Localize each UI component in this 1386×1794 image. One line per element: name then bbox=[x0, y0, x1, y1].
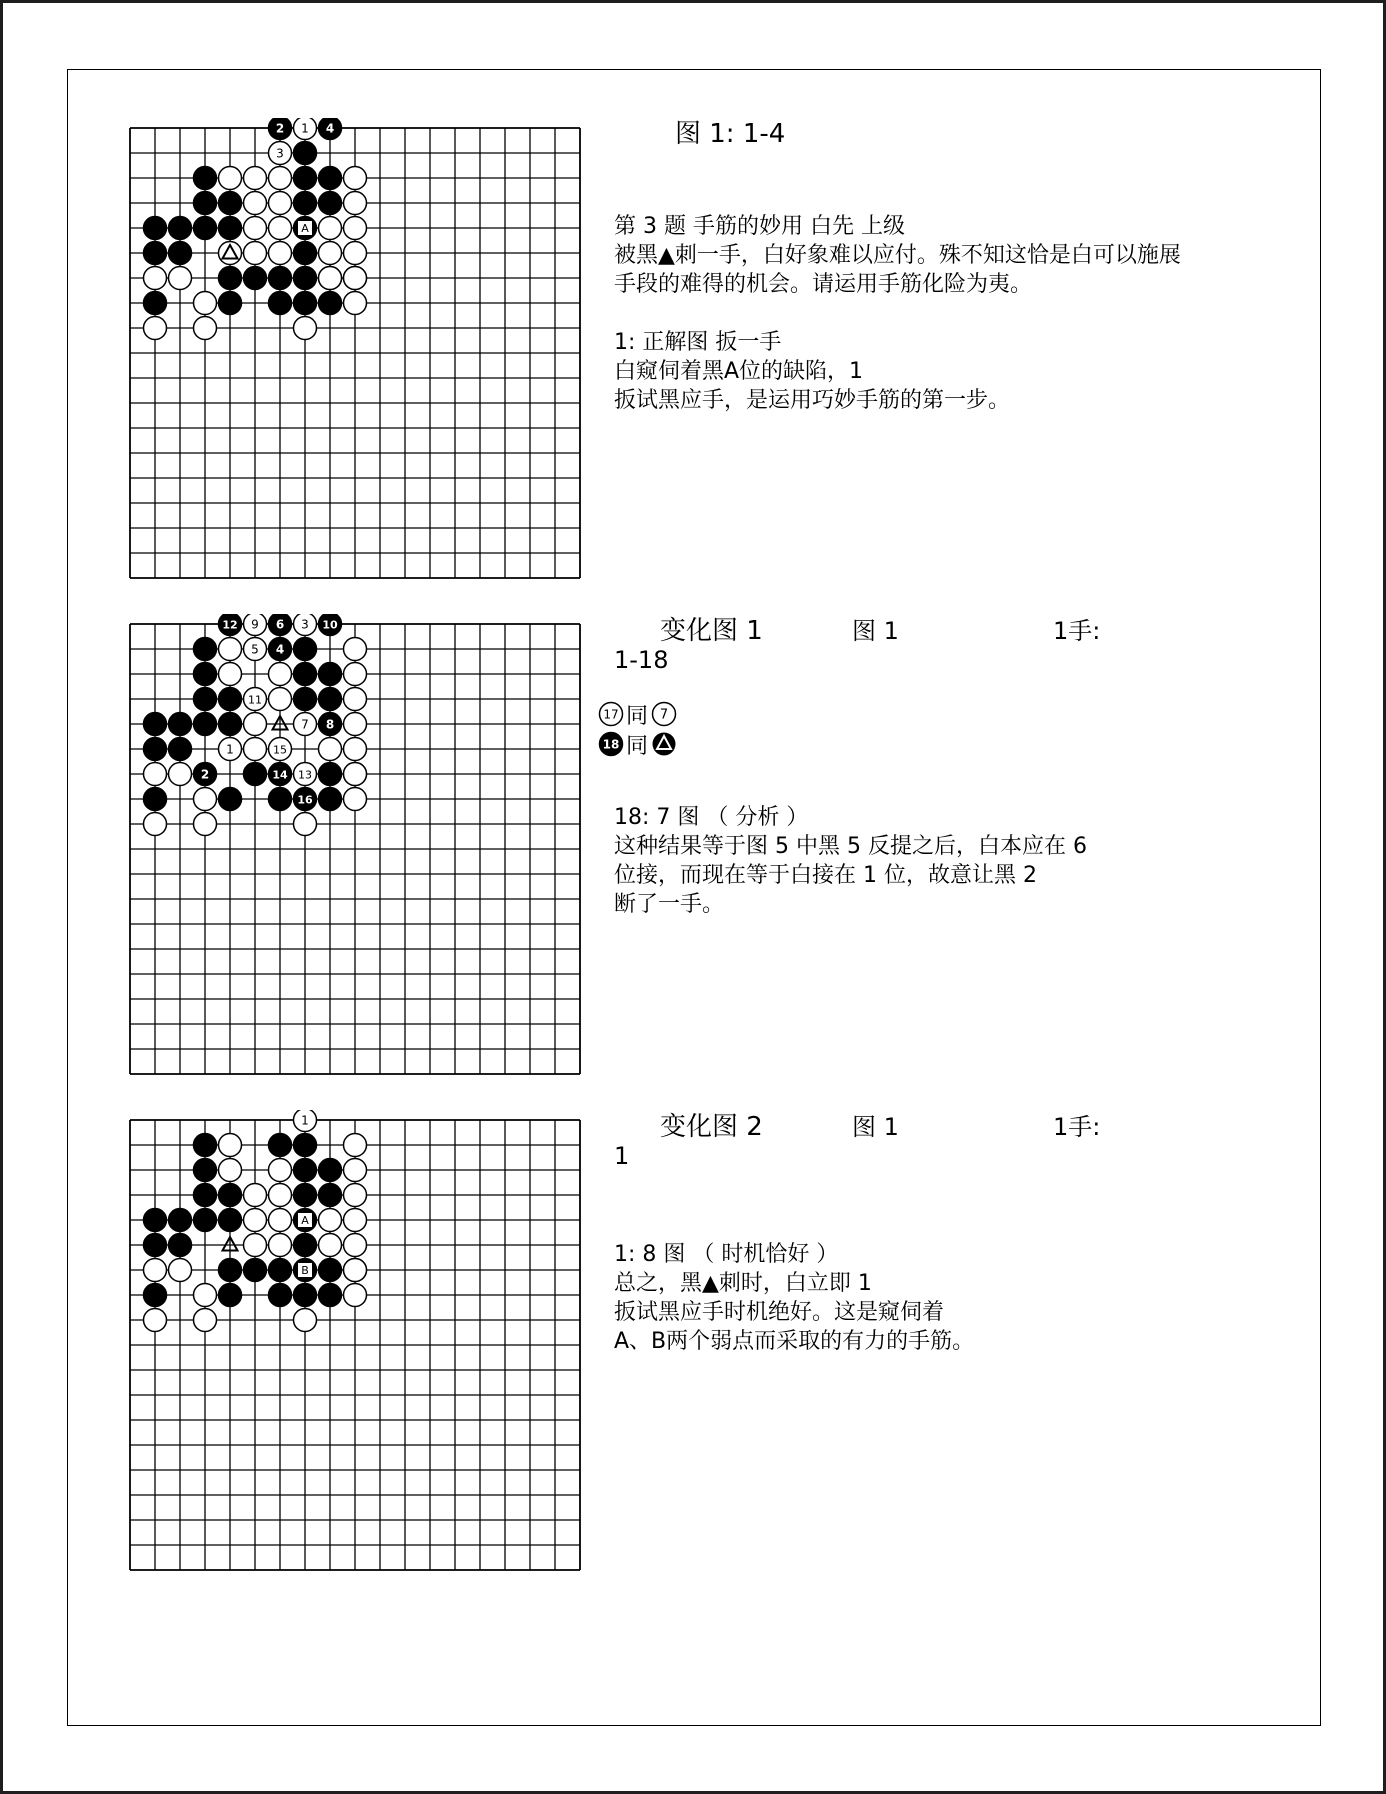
white-stone bbox=[244, 1234, 267, 1257]
black-stone bbox=[194, 688, 217, 711]
black-stone bbox=[144, 242, 167, 265]
diagram-1-text-line: 1: 正解图 扳一手 bbox=[614, 330, 782, 355]
diagram-1-title: 图 1: 1-4 bbox=[675, 119, 786, 149]
white-stone bbox=[344, 1159, 367, 1182]
white-stone bbox=[319, 217, 342, 240]
move-number-label: 1 bbox=[226, 742, 234, 757]
white-stone bbox=[344, 192, 367, 215]
black-stone bbox=[269, 1284, 292, 1307]
move-number-label: 8 bbox=[325, 717, 335, 732]
black-stone bbox=[269, 267, 292, 290]
white-stone bbox=[244, 1209, 267, 1232]
black-stone bbox=[294, 1184, 317, 1207]
black-stone bbox=[144, 292, 167, 315]
white-stone bbox=[344, 1234, 367, 1257]
black-stone bbox=[194, 192, 217, 215]
black-stone bbox=[169, 713, 192, 736]
black-stone bbox=[219, 1259, 242, 1282]
black-stone bbox=[294, 267, 317, 290]
diagram-2-text-line: 断了一手。 bbox=[614, 892, 725, 917]
black-stone bbox=[194, 1184, 217, 1207]
black-stone bbox=[144, 1209, 167, 1232]
black-stone bbox=[269, 1134, 292, 1157]
move-number-label: 2 bbox=[275, 121, 285, 136]
white-stone bbox=[169, 763, 192, 786]
move-7-white-stone-ref bbox=[650, 701, 678, 727]
equivalence-note-17 bbox=[598, 700, 678, 728]
svg-text:7: 7 bbox=[659, 707, 669, 723]
black-stone bbox=[319, 1284, 342, 1307]
black-stone bbox=[294, 1159, 317, 1182]
black-stone bbox=[144, 1284, 167, 1307]
black-stone bbox=[269, 292, 292, 315]
diagram-1-text-line: 扳试黑应手，是运用巧妙手筋的第一步。 bbox=[614, 388, 1011, 413]
black-stone bbox=[194, 713, 217, 736]
move-number-label: 14 bbox=[272, 768, 288, 782]
black-stone bbox=[219, 267, 242, 290]
white-stone bbox=[319, 1209, 342, 1232]
white-stone bbox=[244, 217, 267, 240]
white-stone bbox=[219, 1159, 242, 1182]
black-stone bbox=[294, 242, 317, 265]
black-stone bbox=[294, 142, 317, 165]
black-stone bbox=[294, 1134, 317, 1157]
white-stone bbox=[194, 788, 217, 811]
white-stone bbox=[344, 292, 367, 315]
black-stone bbox=[194, 1209, 217, 1232]
white-stone bbox=[344, 638, 367, 661]
black-stone bbox=[169, 1209, 192, 1232]
black-stone bbox=[244, 763, 267, 786]
white-stone bbox=[319, 267, 342, 290]
white-stone bbox=[269, 167, 292, 190]
white-stone bbox=[269, 663, 292, 686]
black-stone bbox=[219, 217, 242, 240]
black-stone bbox=[294, 663, 317, 686]
black-stone bbox=[219, 713, 242, 736]
move-number-label: 10 bbox=[322, 618, 338, 632]
black-stone bbox=[219, 788, 242, 811]
move-number-label: 13 bbox=[298, 768, 312, 782]
black-stone bbox=[169, 738, 192, 761]
white-stone bbox=[319, 738, 342, 761]
black-stone bbox=[219, 1184, 242, 1207]
black-stone bbox=[219, 688, 242, 711]
black-stone bbox=[319, 1184, 342, 1207]
black-stone bbox=[319, 167, 342, 190]
svg-text:17: 17 bbox=[603, 707, 619, 722]
white-stone bbox=[344, 713, 367, 736]
white-stone bbox=[344, 1209, 367, 1232]
diagram-3-text-line: 扳试黑应手时机绝好。这是窥伺着 bbox=[614, 1300, 945, 1325]
diagram-3-moves-label: 1手: bbox=[1053, 1113, 1101, 1141]
same-as-label: 同 bbox=[626, 703, 649, 729]
black-stone bbox=[319, 788, 342, 811]
white-stone bbox=[144, 267, 167, 290]
white-stone bbox=[269, 1159, 292, 1182]
equivalence-note-18 bbox=[598, 730, 678, 758]
white-stone bbox=[344, 763, 367, 786]
black-stone bbox=[269, 788, 292, 811]
white-stone bbox=[294, 813, 317, 836]
white-stone bbox=[144, 813, 167, 836]
move-number-label: 4 bbox=[275, 642, 285, 657]
black-stone bbox=[219, 1284, 242, 1307]
black-stone bbox=[194, 638, 217, 661]
black-stone bbox=[144, 217, 167, 240]
white-stone bbox=[169, 267, 192, 290]
black-stone bbox=[294, 167, 317, 190]
white-stone bbox=[344, 738, 367, 761]
black-stone bbox=[319, 292, 342, 315]
black-stone bbox=[219, 1209, 242, 1232]
white-stone bbox=[244, 1184, 267, 1207]
black-stone bbox=[319, 1259, 342, 1282]
white-stone bbox=[344, 663, 367, 686]
black-stone bbox=[144, 738, 167, 761]
same-as-label: 同 bbox=[626, 733, 649, 759]
diagram-2-range: 1-18 bbox=[614, 646, 669, 674]
white-stone bbox=[269, 242, 292, 265]
diagram-2-text-line: 18: 7 图 （ 分析 ） bbox=[614, 805, 809, 830]
diagram-2-moves-label: 1手: bbox=[1053, 617, 1101, 645]
go-board-diagram-2 bbox=[118, 614, 590, 1084]
white-stone bbox=[319, 1234, 342, 1257]
diagram-2-text-line: 这种结果等于图 5 中黑 5 反提之后，白本应在 6 bbox=[614, 834, 1087, 859]
black-stone bbox=[244, 1259, 267, 1282]
white-stone bbox=[269, 192, 292, 215]
go-board-diagram-1 bbox=[118, 118, 590, 588]
white-stone bbox=[244, 167, 267, 190]
black-stone bbox=[294, 688, 317, 711]
diagram-3-text-line: 1: 8 图 （ 时机恰好 ） bbox=[614, 1242, 839, 1267]
diagram-3-text-line: A、B两个弱点而采取的有力的手筋。 bbox=[614, 1329, 975, 1354]
white-stone bbox=[344, 217, 367, 240]
white-stone bbox=[344, 1284, 367, 1307]
move-number-label: 1 bbox=[301, 121, 309, 136]
white-stone bbox=[194, 1284, 217, 1307]
move-17-white-stone bbox=[598, 701, 624, 727]
white-stone bbox=[344, 242, 367, 265]
move-number-label: 7 bbox=[301, 717, 309, 732]
move-number-label: 15 bbox=[273, 743, 287, 757]
black-stone bbox=[194, 167, 217, 190]
white-stone bbox=[344, 688, 367, 711]
white-stone bbox=[344, 267, 367, 290]
black-stone bbox=[144, 1234, 167, 1257]
black-stone bbox=[144, 788, 167, 811]
white-stone bbox=[269, 217, 292, 240]
black-stone bbox=[294, 292, 317, 315]
move-number-label: 11 bbox=[248, 693, 262, 707]
black-stone bbox=[194, 1159, 217, 1182]
white-stone bbox=[144, 763, 167, 786]
white-stone bbox=[144, 1259, 167, 1282]
black-stone bbox=[319, 192, 342, 215]
white-stone bbox=[169, 1259, 192, 1282]
diagram-3-text-line: 总之，黑▲刺时，白立即 1 bbox=[614, 1271, 872, 1296]
white-stone bbox=[219, 1134, 242, 1157]
white-stone bbox=[194, 1309, 217, 1332]
white-stone bbox=[344, 1259, 367, 1282]
white-stone bbox=[194, 317, 217, 340]
black-stone bbox=[319, 763, 342, 786]
black-stone bbox=[294, 1284, 317, 1307]
diagram-2-title: 变化图 1 bbox=[660, 616, 763, 646]
point-letter-label: A bbox=[301, 1214, 309, 1227]
white-stone bbox=[219, 167, 242, 190]
move-18-black-stone bbox=[598, 731, 624, 757]
diagram-3-range: 1 bbox=[614, 1142, 630, 1170]
point-letter-label: A bbox=[301, 222, 309, 235]
white-stone bbox=[269, 1184, 292, 1207]
black-stone bbox=[269, 1259, 292, 1282]
black-stone bbox=[144, 713, 167, 736]
white-stone bbox=[269, 688, 292, 711]
white-stone bbox=[319, 242, 342, 265]
black-stone bbox=[219, 292, 242, 315]
move-number-label: 3 bbox=[301, 617, 309, 632]
white-stone bbox=[219, 638, 242, 661]
black-stone bbox=[319, 663, 342, 686]
black-stone bbox=[294, 638, 317, 661]
move-number-label: 2 bbox=[200, 767, 210, 782]
white-stone bbox=[219, 663, 242, 686]
white-stone bbox=[144, 1309, 167, 1332]
white-stone bbox=[194, 813, 217, 836]
white-stone bbox=[244, 738, 267, 761]
problem-statement: 第 3 题 手筋的妙用 白先 上级 bbox=[614, 214, 905, 239]
move-number-label: 4 bbox=[325, 121, 335, 136]
black-stone bbox=[194, 663, 217, 686]
white-stone bbox=[294, 317, 317, 340]
black-stone bbox=[194, 217, 217, 240]
move-number-label: 1 bbox=[301, 1113, 309, 1128]
black-stone bbox=[169, 217, 192, 240]
diagram-1-text-line: 手段的难得的机会。请运用手筋化险为夷。 bbox=[614, 272, 1033, 297]
black-stone bbox=[169, 242, 192, 265]
diagram-3-figure: 图 1 bbox=[852, 1113, 899, 1141]
diagram-1-text-line: 被黑▲刺一手，白好象难以应付。殊不知这恰是白可以施展 bbox=[614, 243, 1181, 268]
move-number-label: 3 bbox=[276, 146, 284, 161]
diagram-2-text-line: 位接，而现在等于白接在 1 位，故意让黑 2 bbox=[614, 863, 1037, 888]
black-stone bbox=[194, 1134, 217, 1157]
white-stone bbox=[294, 1309, 317, 1332]
move-number-label: 9 bbox=[251, 617, 259, 632]
diagram-3-title: 变化图 2 bbox=[660, 1112, 763, 1142]
point-letter-label: B bbox=[301, 1264, 309, 1277]
white-stone bbox=[344, 167, 367, 190]
white-stone bbox=[269, 1234, 292, 1257]
black-stone bbox=[169, 1234, 192, 1257]
diagram-1-text-line: 白窥伺着黑A位的缺陷，1 bbox=[614, 359, 864, 384]
white-stone bbox=[144, 317, 167, 340]
black-stone bbox=[244, 267, 267, 290]
black-stone bbox=[294, 192, 317, 215]
black-stone bbox=[219, 192, 242, 215]
black-stone bbox=[294, 1234, 317, 1257]
white-stone bbox=[194, 292, 217, 315]
move-number-label: 12 bbox=[222, 618, 238, 632]
diagram-2-figure: 图 1 bbox=[852, 617, 899, 645]
black-stone bbox=[319, 1159, 342, 1182]
svg-text:18: 18 bbox=[602, 737, 620, 752]
white-stone bbox=[344, 788, 367, 811]
black-stone bbox=[319, 688, 342, 711]
go-board-diagram-3 bbox=[118, 1110, 590, 1580]
white-stone bbox=[244, 192, 267, 215]
move-number-label: 16 bbox=[297, 793, 313, 807]
move-number-label: 6 bbox=[275, 617, 285, 632]
white-stone bbox=[344, 1184, 367, 1207]
white-stone bbox=[269, 1209, 292, 1232]
white-stone bbox=[244, 713, 267, 736]
white-stone bbox=[244, 242, 267, 265]
triangle-marked-black-stone-ref bbox=[650, 731, 678, 757]
move-number-label: 5 bbox=[251, 642, 259, 657]
white-stone bbox=[344, 1134, 367, 1157]
